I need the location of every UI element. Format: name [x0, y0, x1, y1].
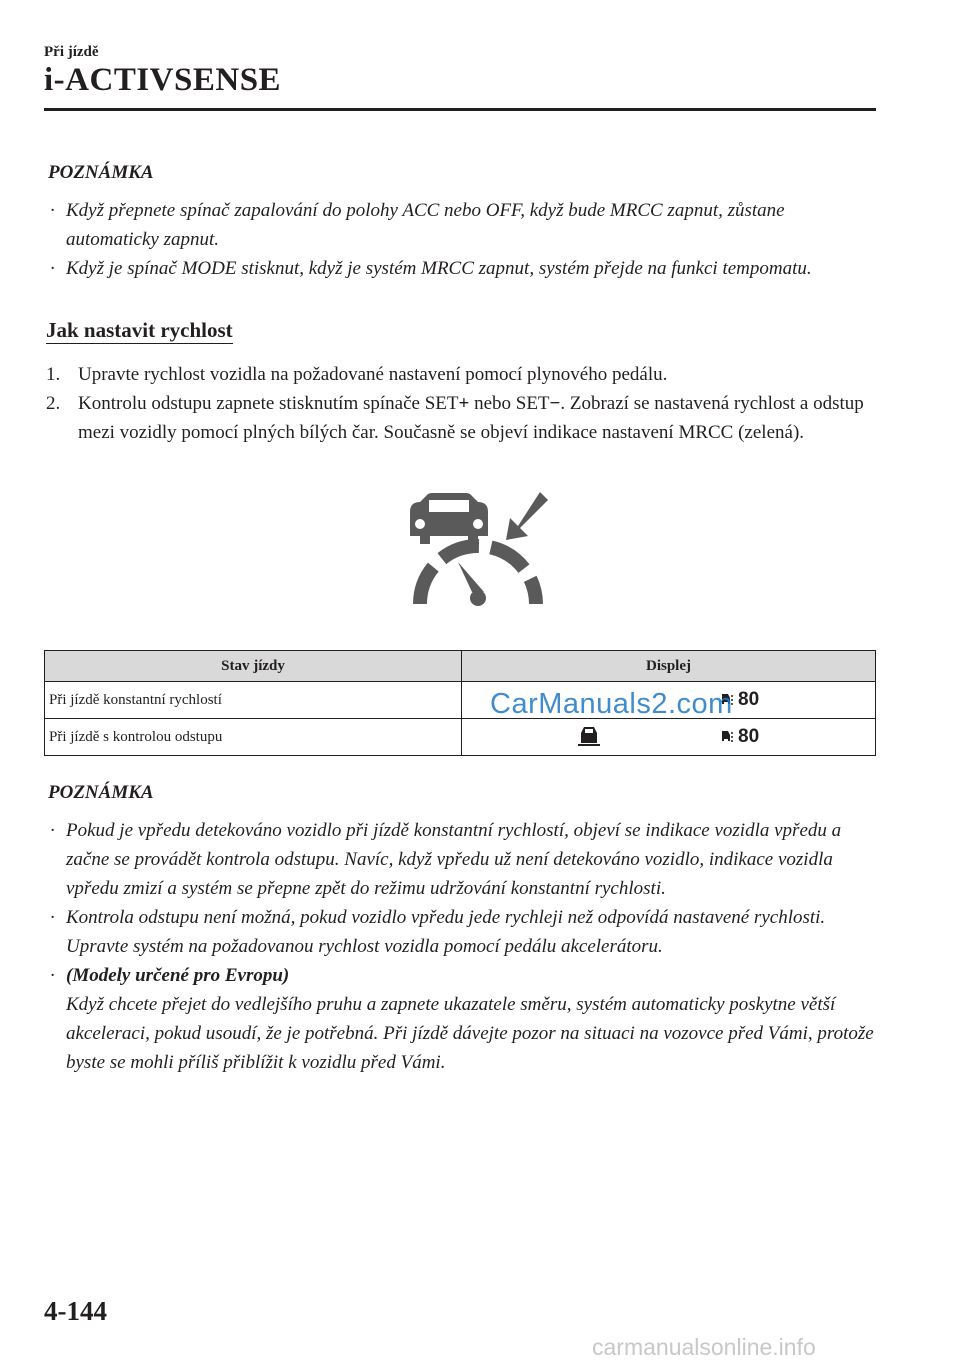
note-bullet-text: Pokud je vpředu detekováno vozidlo při jízdě konstantní rychlostí, objeví se indikace vozidla vpředu a začne se provádět kontrola odstupu. Navíc, když vpředu už není detekováno vozidlo, indikace vozidla vpředu zmizí a systém se přepne zpět do režimu udržování konstantní rychlosti. [66, 820, 842, 899]
table-header: Displej [462, 651, 876, 682]
note-heading: POZNÁMKA [48, 162, 154, 183]
display-table [44, 650, 876, 756]
note-bullet-text: Kontrola odstupu není možná, pokud vozidlo vpředu jede rychleji než odpovídá nastavené rychlosti. Upravte systém na požadovanou rychlost vozidla pomocí pedálu akcelerátoru. [66, 907, 826, 957]
page-number: 4-144 [44, 1296, 107, 1326]
sub-heading [46, 318, 233, 343]
table-header-row [45, 651, 876, 682]
note-heading: POZNÁMKA [48, 782, 154, 803]
table-header: Stav jízdy [45, 651, 462, 682]
table-cell-state: Při jízdě konstantní rychlostí [45, 682, 462, 719]
step-number: 1. [46, 364, 61, 385]
step-text-c: . Zobrazí se nastavená rychlost a odstup mezi vozidly pomocí plných bílých čar. Současně se objeví indikace nastavení MRCC (zelená). [78, 393, 864, 443]
note-box-1 [48, 162, 878, 283]
note-bullet: · Kontrola odstupu není možná, pokud vozidlo vpředu jede rychleji než odpovídá nastavené rychlosti. Upravte systém na požadovanou rychlost vozidla pomocí pedálu akcelerátoru. [50, 907, 826, 957]
mrcc-indicator-icon [398, 492, 548, 614]
watermark-text: CarManuals2.com [490, 688, 733, 720]
step-item [46, 389, 876, 447]
note-box-2 [48, 782, 878, 1077]
table-cell-state: Při jízdě s kontrolou odstupu [45, 719, 462, 756]
note-bullet-text: Když chcete přejet do vedlejšího pruhu a zapnete ukazatele směru, systém automaticky poskytne větší akceleraci, pokud usoudí, že je potřebná. Při jízdě dávejte pozor na situaci na vozovce před Vámi, protože byste se mohli příliš přiblížit k vozidlu před Vámi. [66, 994, 874, 1073]
note-bullet-bold: (Modely určené pro Evropu) [66, 965, 290, 986]
section-label: Při jízdě [44, 44, 99, 60]
step-item [46, 360, 876, 389]
step-text-b: nebo SET [469, 393, 550, 414]
footer-site-text: carmanualsonline.info [592, 1334, 816, 1360]
steps-list [46, 360, 876, 447]
table-row [45, 719, 876, 756]
note-bullet: · Když přepnete spínač zapalování do polohy ACC nebo OFF, když bude MRCC zapnut, zůstane automaticky zapnut. [50, 200, 785, 250]
note-bullet-text: Když přepnete spínač zapalování do polohy ACC nebo OFF, když bude MRCC zapnut, zůstane automaticky zapnut. [66, 200, 785, 250]
set-speed-car-icon [720, 729, 734, 743]
set-speed-value: 80 [738, 689, 760, 710]
sub-heading-text: Jak nastavit rychlost [46, 318, 233, 342]
step-number: 2. [46, 393, 61, 414]
note-bullet: · (Modely určené pro Evropu) Když chcete přejet do vedlejšího pruhu a zapnete ukazatele směru, systém automaticky poskytne větší akceleraci, pokud usoudí, že je potřebná. Při jízdě dávejte pozor na situaci na vozovce před Vámi, protože byste se mohli příliš přiblížit k vozidlu před Vámi. [50, 965, 874, 1073]
note-bullet: · Pokud je vpředu detekováno vozidlo při jízdě konstantní rychlostí, objeví se indikace vozidla vpředu a začne se provádět kontrola odstupu. Navíc, když vpředu už není detekováno vozidlo, indikace vozidla vpředu zmizí a systém se přepne zpět do režimu udržování konstantní rychlosti. [50, 820, 842, 899]
note-bullet-text: Když je spínač MODE stisknut, když je systém MRCC zapnut, systém přejde na funkci tempomatu. [66, 258, 812, 279]
step-text-a: Kontrolu odstupu zapnete stisknutím spínače SET [78, 393, 459, 414]
note-bullet: · Když je spínač MODE stisknut, když je systém MRCC zapnut, systém přejde na funkci tempomatu. [50, 258, 812, 279]
header-rule [44, 108, 876, 111]
set-speed-value: 80 [738, 726, 760, 747]
table-cell-display [462, 719, 876, 756]
page-title: i-ACTIVSENSE [44, 62, 282, 98]
minus-symbol: − [549, 393, 561, 414]
step-text: Upravte rychlost vozidla na požadované nastavení pomocí plynového pedálu. [78, 364, 668, 385]
table-row [45, 682, 876, 719]
plus-symbol: + [458, 393, 470, 414]
vehicle-ahead-icon [578, 725, 600, 747]
